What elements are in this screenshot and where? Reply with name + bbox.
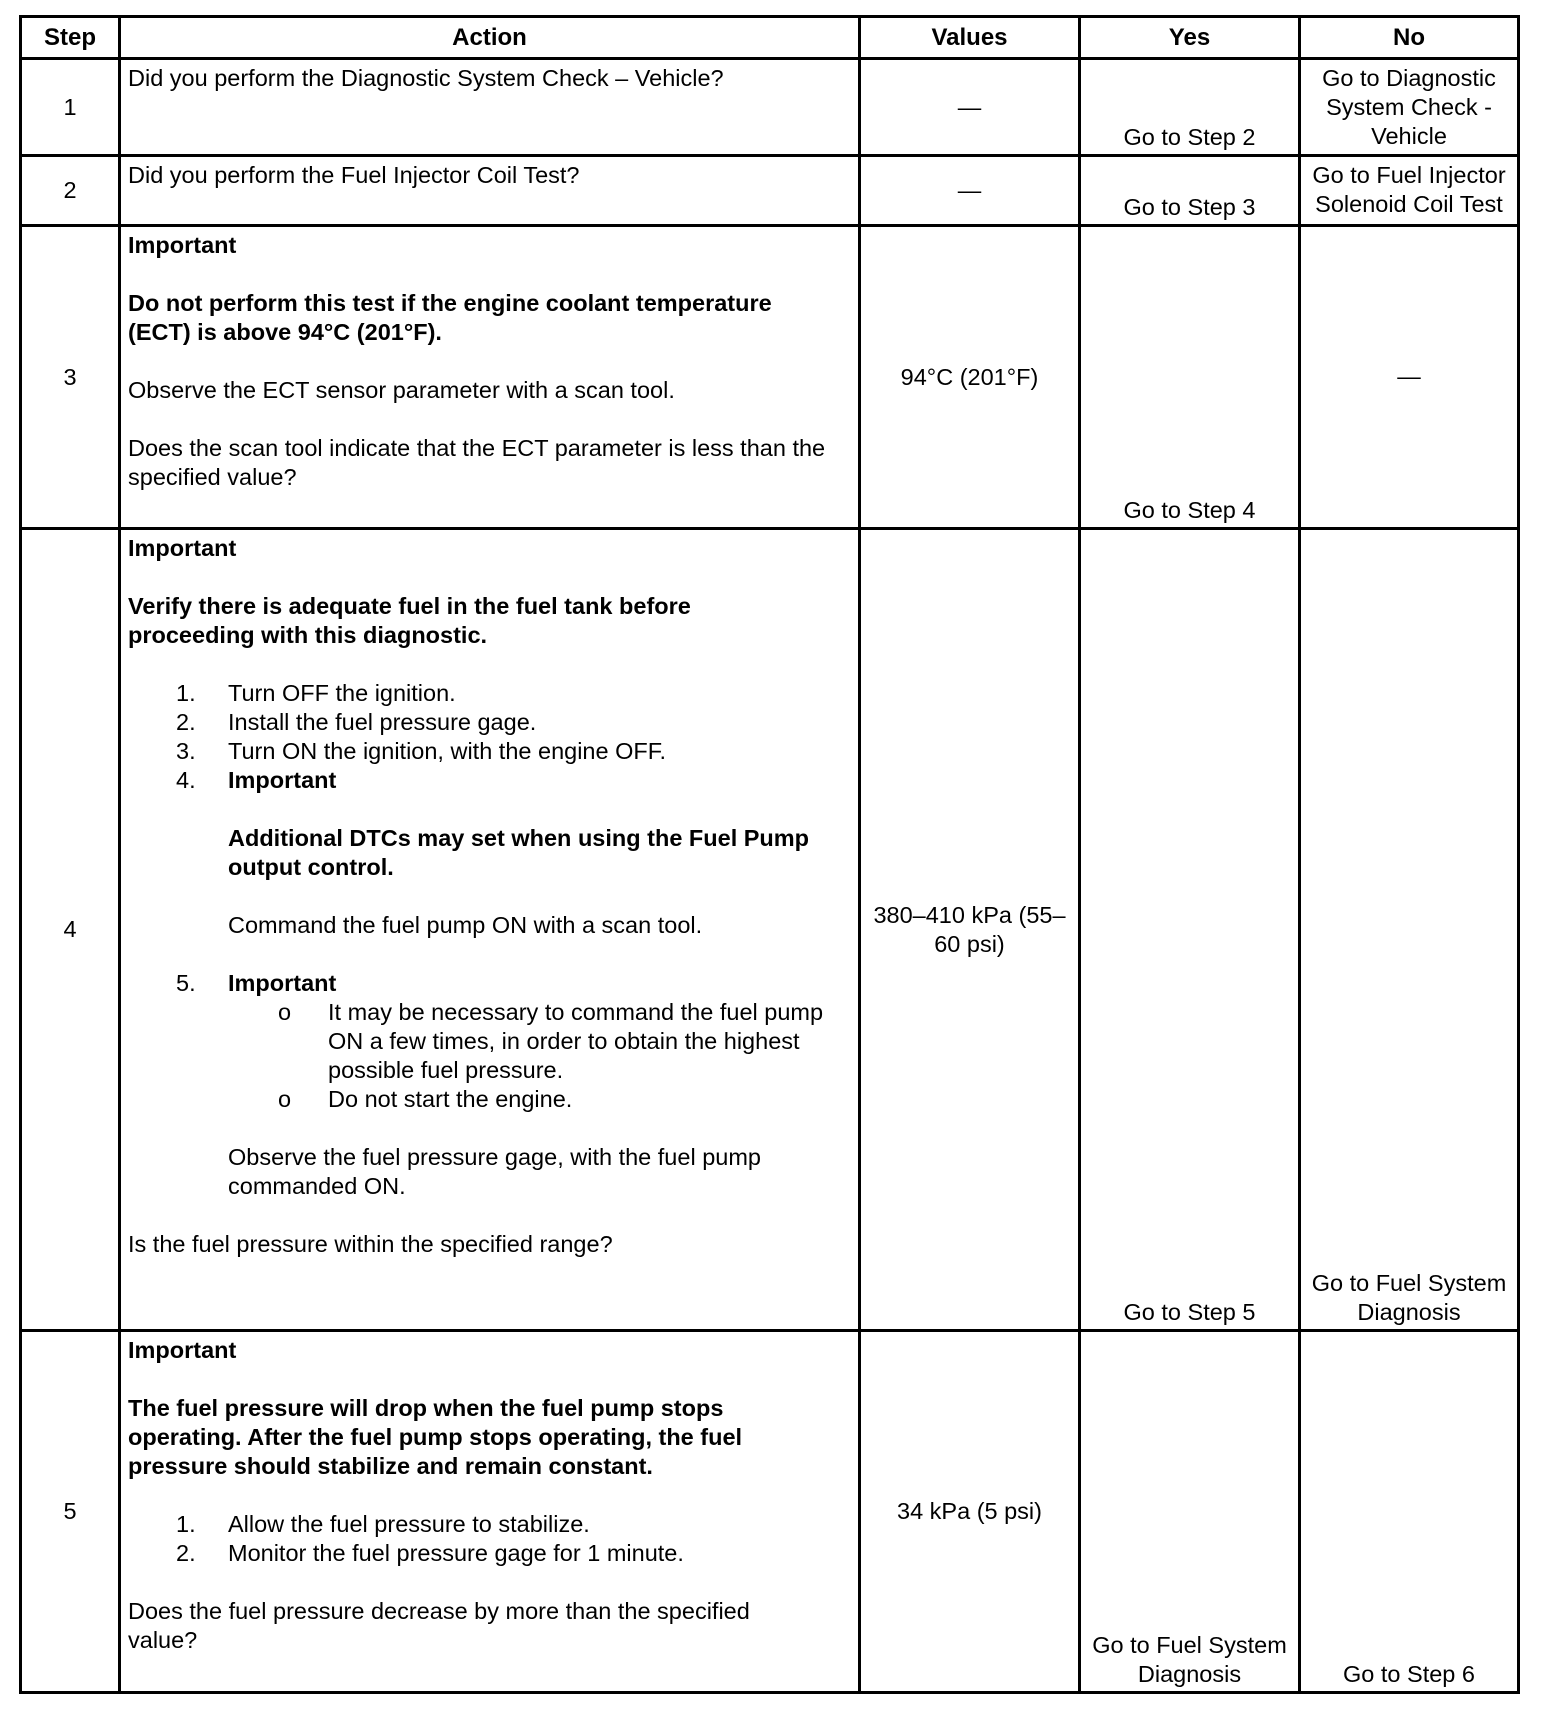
bullet-marker: o bbox=[278, 999, 292, 1025]
header-action: Action bbox=[120, 17, 860, 59]
substep-list bbox=[128, 679, 854, 1201]
important-text: The fuel pressure will drop when the fuel pump stops operating. After the fuel pump stops operating, the fuel pressure should stabilize and remain constant. bbox=[128, 1395, 743, 1479]
substep-text: Turn OFF the ignition. bbox=[228, 680, 456, 706]
yes-cell: Go to Step 3 bbox=[1080, 156, 1300, 226]
table-row-step-1 bbox=[21, 59, 1519, 156]
action-question: Does the scan tool indicate that the ECT parameter is less than the specified value? bbox=[128, 435, 826, 490]
list-item bbox=[128, 766, 854, 940]
list-item bbox=[128, 708, 854, 737]
yes-cell: Go to Step 4 bbox=[1080, 226, 1300, 529]
important-label: Important bbox=[228, 767, 337, 793]
value-cell: — bbox=[860, 156, 1080, 226]
step-number: 3 bbox=[21, 226, 120, 529]
important-text: Do not perform this test if the engine coolant temperature (ECT) is above 94°C (201°F). bbox=[128, 290, 772, 345]
important-label: Important bbox=[128, 535, 237, 561]
action-cell bbox=[120, 529, 860, 1331]
substep-text: Allow the fuel pressure to stabilize. bbox=[228, 1511, 590, 1537]
substep-number: 2. bbox=[176, 709, 196, 735]
header-values: Values bbox=[860, 17, 1080, 59]
action-question: Does the fuel pressure decrease by more than the specified value? bbox=[128, 1598, 750, 1653]
substep-number: 2. bbox=[176, 1540, 196, 1566]
value-cell: — bbox=[860, 59, 1080, 156]
list-item bbox=[128, 969, 854, 1201]
value-cell: 94°C (201°F) bbox=[860, 226, 1080, 529]
value-cell: 380–410 kPa (55–60 psi) bbox=[860, 529, 1080, 1331]
important-text: Verify there is adequate fuel in the fuel tank before proceeding with this diagnostic. bbox=[128, 593, 691, 648]
substep-number: 4. bbox=[176, 767, 196, 793]
list-item bbox=[128, 1085, 854, 1114]
substep-list bbox=[128, 1510, 854, 1568]
important-label: Important bbox=[228, 970, 337, 996]
yes-cell: Go to Step 5 bbox=[1080, 529, 1300, 1331]
table-row-step-2 bbox=[21, 156, 1519, 226]
header-no: No bbox=[1300, 17, 1519, 59]
no-cell: Go to Diagnostic System Check - Vehicle bbox=[1300, 59, 1519, 156]
substep-text: Observe the fuel pressure gage, with the fuel pump commanded ON. bbox=[228, 1144, 761, 1199]
no-cell: Go to Fuel Injector Solenoid Coil Test bbox=[1300, 156, 1519, 226]
substep-number: 5. bbox=[176, 970, 196, 996]
bullet-list bbox=[128, 998, 854, 1114]
action-cell bbox=[120, 226, 860, 529]
action-cell bbox=[120, 1331, 860, 1693]
header-row bbox=[21, 17, 1519, 59]
substep-text: Command the fuel pump ON with a scan tool. bbox=[228, 912, 703, 938]
bullet-text: Do not start the engine. bbox=[328, 1086, 573, 1112]
list-item bbox=[128, 998, 854, 1085]
substep-number: 1. bbox=[176, 1511, 196, 1537]
table-row-step-3 bbox=[21, 226, 1519, 529]
list-item bbox=[128, 737, 854, 766]
substep-text: Turn ON the ignition, with the engine OFF. bbox=[228, 738, 667, 764]
action-question: Did you perform the Fuel Injector Coil Test? bbox=[128, 162, 580, 188]
yes-cell: Go to Step 2 bbox=[1080, 59, 1300, 156]
diagnostic-table bbox=[19, 15, 1520, 1694]
header-step: Step bbox=[21, 17, 120, 59]
substep-text: Monitor the fuel pressure gage for 1 minute. bbox=[228, 1540, 684, 1566]
no-cell: Go to Fuel System Diagnosis bbox=[1300, 529, 1519, 1331]
action-cell bbox=[120, 59, 860, 156]
header-yes: Yes bbox=[1080, 17, 1300, 59]
no-cell: Go to Step 6 bbox=[1300, 1331, 1519, 1693]
important-label: Important bbox=[128, 232, 237, 258]
step-number: 5 bbox=[21, 1331, 120, 1693]
value-cell: 34 kPa (5 psi) bbox=[860, 1331, 1080, 1693]
substep-number: 1. bbox=[176, 680, 196, 706]
action-question: Is the fuel pressure within the specified range? bbox=[128, 1231, 613, 1257]
action-instruction: Observe the ECT sensor parameter with a scan tool. bbox=[128, 377, 675, 403]
list-item bbox=[128, 1510, 854, 1539]
step-number: 4 bbox=[21, 529, 120, 1331]
important-text: Additional DTCs may set when using the Fuel Pump output control. bbox=[228, 825, 810, 880]
table-row-step-4 bbox=[21, 529, 1519, 1331]
substep-number: 3. bbox=[176, 738, 196, 764]
list-item bbox=[128, 1539, 854, 1568]
substep-text: Install the fuel pressure gage. bbox=[228, 709, 537, 735]
step-number: 2 bbox=[21, 156, 120, 226]
yes-cell: Go to Fuel System Diagnosis bbox=[1080, 1331, 1300, 1693]
bullet-text: It may be necessary to command the fuel pump ON a few times, in order to obtain the highest possible fuel pressure. bbox=[328, 999, 824, 1083]
action-question: Did you perform the Diagnostic System Check – Vehicle? bbox=[128, 65, 724, 91]
action-cell bbox=[120, 156, 860, 226]
list-item bbox=[128, 679, 854, 708]
table-row-step-5 bbox=[21, 1331, 1519, 1693]
important-label: Important bbox=[128, 1337, 237, 1363]
bullet-marker: o bbox=[278, 1086, 292, 1112]
no-cell: — bbox=[1300, 226, 1519, 529]
step-number: 1 bbox=[21, 59, 120, 156]
